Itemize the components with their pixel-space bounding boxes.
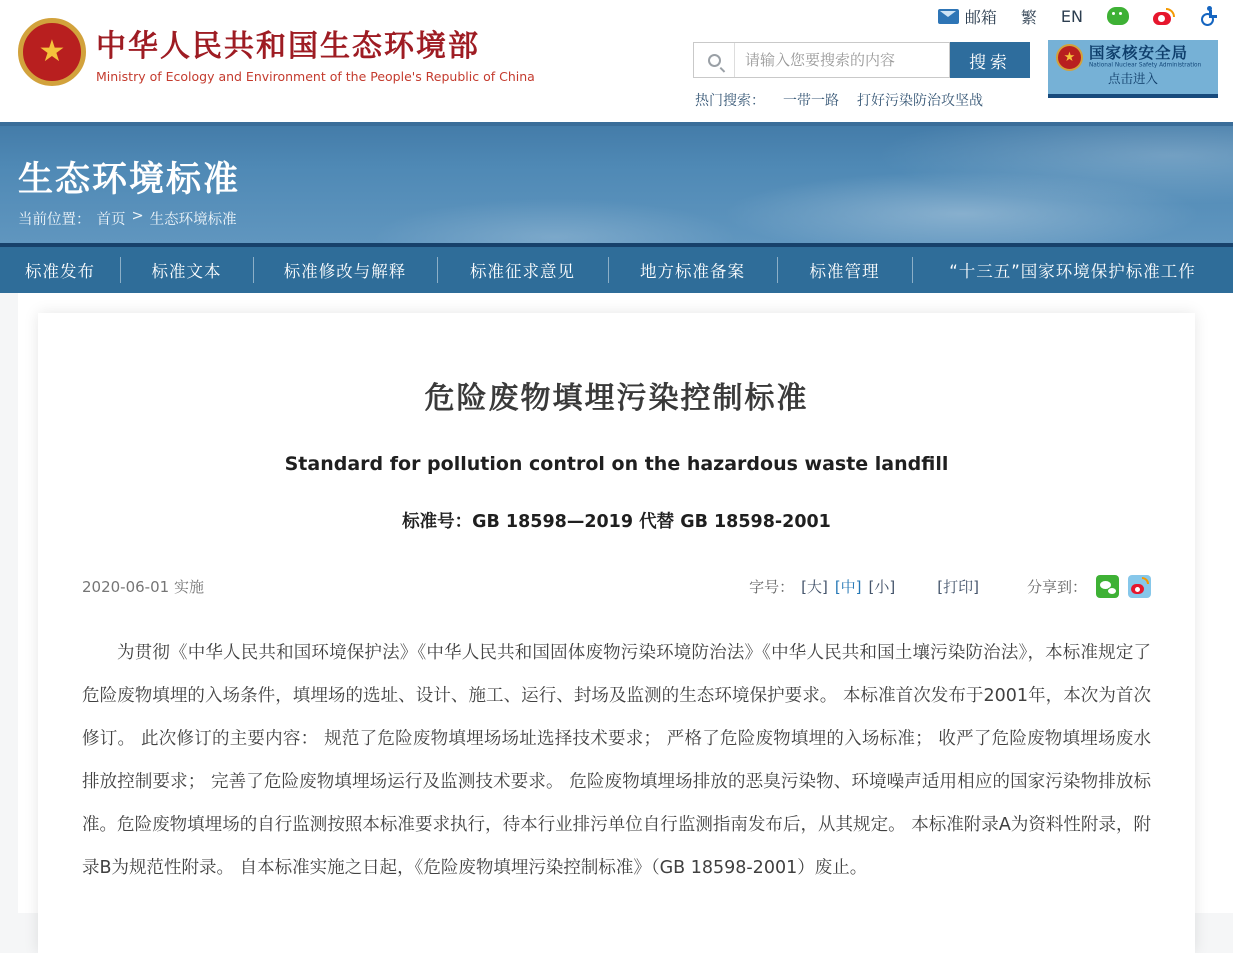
breadcrumb-home[interactable]: 首页 bbox=[96, 212, 126, 228]
hot-search-term-2[interactable]: 打好污染防治攻坚战 bbox=[857, 93, 983, 109]
accessibility-link[interactable] bbox=[1199, 6, 1219, 26]
lang-english-link[interactable] bbox=[1061, 7, 1083, 26]
article-meta-row bbox=[82, 575, 1151, 598]
nav-item-standard-release[interactable]: 标准发布 bbox=[25, 262, 95, 281]
accessibility-icon bbox=[1199, 6, 1219, 26]
share-label: 分享到： bbox=[1026, 578, 1087, 596]
lang-traditional-label: 繁 bbox=[1020, 7, 1037, 27]
nav-item-13th-fiveyear[interactable]: “十三五”国家环境保护标准工作 bbox=[912, 247, 1233, 293]
nuclear-badge-subtitle: National Nuclear Safety Administration bbox=[1089, 60, 1202, 68]
wechat-icon bbox=[1107, 7, 1129, 25]
implementation-date: 2020-06-01 实施 bbox=[82, 578, 204, 596]
document-title-english: Standard for pollution control on the hazardous waste landfill bbox=[284, 453, 949, 475]
site-title: 中华人民共和国生态环境部 bbox=[96, 28, 480, 64]
mailbox-label: 邮箱 bbox=[964, 7, 997, 27]
search-input[interactable] bbox=[735, 43, 949, 77]
nav-item-standard-management[interactable]: 标准管理 bbox=[777, 247, 912, 293]
lang-english-label: EN bbox=[1060, 6, 1083, 26]
hot-search-label: 热门搜索： bbox=[695, 93, 765, 109]
wechat-link[interactable] bbox=[1107, 7, 1129, 25]
page-title: 生态环境标准 bbox=[18, 160, 241, 200]
breadcrumb bbox=[18, 208, 237, 229]
standard-number: 标准号：GB 18598—2019 代替 GB 18598-2001 bbox=[402, 512, 831, 532]
nav-item-standard-revision[interactable]: 标准修改与解释 bbox=[253, 247, 437, 293]
print-button[interactable]: [打印] bbox=[937, 578, 979, 596]
font-size-label: 字号： bbox=[749, 578, 795, 596]
breadcrumb-current: 生态环境标准 bbox=[149, 212, 237, 228]
nav-item-standard-text[interactable]: 标准文本 bbox=[120, 247, 253, 293]
hot-search-row bbox=[695, 90, 983, 110]
font-size-large-button[interactable]: [大] bbox=[801, 578, 828, 596]
nuclear-badge-title: 国家核安全局 bbox=[1089, 43, 1189, 62]
nuclear-emblem-icon: ★ bbox=[1056, 44, 1083, 71]
search-icon bbox=[694, 43, 735, 77]
article-body: 为贯彻《中华人民共和国环境保护法》《中华人民共和国固体废物污染环境防治法》《中华人民共和国土壤污染防治法》，本标准规定了危险废物填埋的入场条件，填埋场的选址、设计、施工、运行、封场及监测的生态环境保护要求。 本标准首次发布于2001年，本次为首次修订。 此次修订的主要内容： 规范了危险废物填埋场场址选择技术要求； 严格了危险废物填埋的入场标准； 收严了危险废物填埋场废水排放控制要求； 完善了危险废物填埋场运行及监测技术要求。 危险废物填埋场排放的恶臭污染物、环境噪声适用相应的国家污染物排放标准。危险废物填埋场的自行监测按照本标准要求执行，待本行业排污单位自行监测指南发布后，从其规定。 本标准附录A为资料性附录，附录B为规范性附录。 自本标准实施之日起，《危险废物填埋污染控制标准》（GB 18598-2001）废止。 bbox=[82, 643, 1151, 878]
breadcrumb-separator: > bbox=[131, 208, 144, 224]
weibo-link[interactable] bbox=[1153, 8, 1175, 25]
search-bar bbox=[693, 42, 1030, 78]
main-nav bbox=[0, 243, 1233, 293]
nav-item-local-standard[interactable]: 地方标准备案 bbox=[608, 247, 777, 293]
mailbox-link[interactable] bbox=[938, 5, 997, 28]
font-size-medium-button[interactable]: [中] bbox=[834, 578, 862, 596]
share-weibo-icon[interactable] bbox=[1128, 575, 1151, 598]
search-button[interactable]: 搜索 bbox=[950, 42, 1030, 78]
article-card bbox=[38, 313, 1195, 953]
section-banner bbox=[0, 122, 1233, 243]
breadcrumb-label: 当前位置： bbox=[18, 212, 91, 228]
mail-icon bbox=[938, 9, 959, 24]
share-wechat-icon[interactable] bbox=[1096, 575, 1119, 598]
utility-bar bbox=[938, 4, 1219, 28]
national-emblem-icon: ★ bbox=[18, 18, 86, 86]
site-logo-block[interactable] bbox=[18, 18, 535, 86]
document-title: 危险废物填埋污染控制标准 bbox=[424, 381, 809, 416]
hot-search-term-1[interactable]: 一带一路 bbox=[783, 93, 839, 109]
site-subtitle: Ministry of Ecology and Environment of the People's Republic of China bbox=[96, 68, 535, 84]
site-header bbox=[0, 0, 1233, 122]
lang-traditional-link[interactable] bbox=[1021, 5, 1037, 28]
nuclear-safety-banner[interactable] bbox=[1048, 40, 1218, 98]
nuclear-badge-enter[interactable]: 点击进入 bbox=[1107, 71, 1158, 86]
weibo-icon bbox=[1153, 8, 1175, 25]
font-size-small-button[interactable]: [小] bbox=[868, 578, 896, 596]
nav-item-standard-comment[interactable]: 标准征求意见 bbox=[437, 247, 608, 293]
